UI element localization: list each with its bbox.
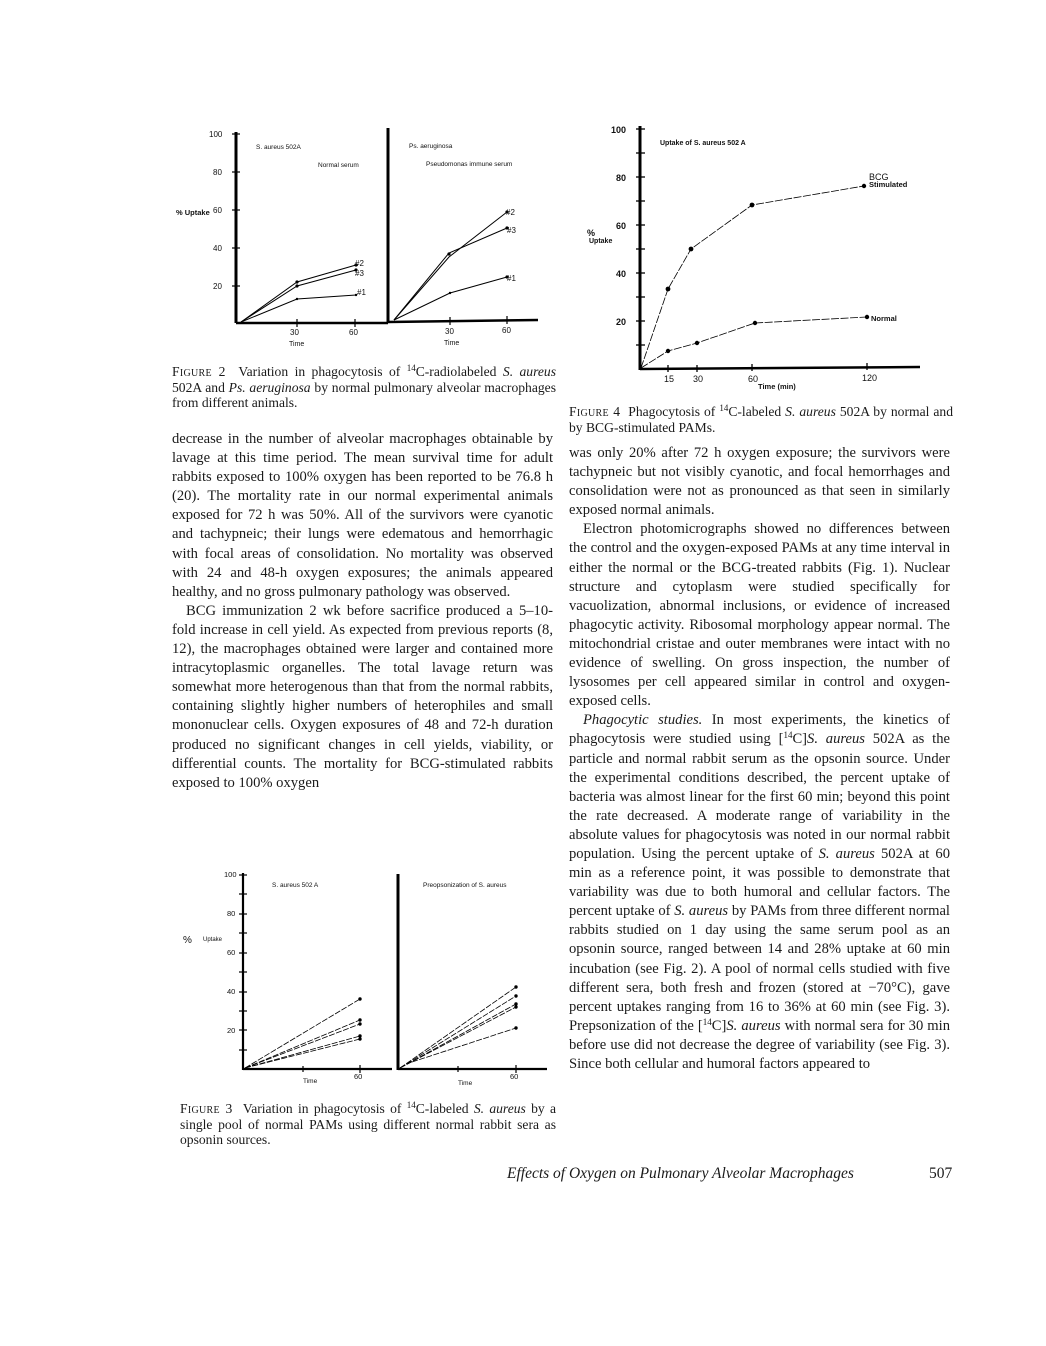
svg-text:20: 20 xyxy=(616,317,627,327)
svg-text:#2: #2 xyxy=(506,208,515,217)
svg-text:15: 15 xyxy=(664,374,675,384)
body-paragraph: decrease in the number of alveolar macrophages obtainable by lavage at this time period. The mean survival time for adult rabbits exposed to 100% oxygen has been reported to be 76.8 h (20). The mortality rate in our normal experimental animals exposed for 72 h was 50%. All of the survivors were cyanotic and tachypneic; their lungs were edematous and hemorrhagic with focal areas of consolidation. No mortality was observed with 24 and 48-h oxygen exposures; the animals appeared healthy, and no gross pulmonary pathology was observed. xyxy=(172,431,553,600)
svg-text:#3: #3 xyxy=(355,269,364,278)
svg-text:60: 60 xyxy=(502,326,511,335)
svg-text:60: 60 xyxy=(510,1072,519,1081)
figure2-chart xyxy=(160,118,560,358)
svg-text:Uptake of S. aureus 502 A: Uptake of S. aureus 502 A xyxy=(660,140,746,147)
svg-text:80: 80 xyxy=(616,173,627,183)
svg-text:30: 30 xyxy=(445,327,454,336)
svg-text:%: % xyxy=(183,935,192,946)
body-paragraph: was only 20% after 72 h oxygen exposure; the survivors were tachypneic but not visibly cyanotic, and focal hemorrhages and consolidation were not as pronounced as that seen in similarly exposed normal animals. xyxy=(569,445,950,519)
svg-text:60: 60 xyxy=(354,1072,363,1081)
svg-text:60: 60 xyxy=(213,206,222,215)
right-column-text xyxy=(569,444,950,1074)
svg-text:Uptake: Uptake xyxy=(203,937,223,943)
svg-text:100: 100 xyxy=(209,130,223,139)
svg-text:#3: #3 xyxy=(507,226,516,235)
svg-text:60: 60 xyxy=(349,328,358,337)
svg-text:100: 100 xyxy=(224,870,237,879)
svg-text:Preopsonization of S. aureus: Preopsonization of S. aureus xyxy=(423,882,507,889)
svg-text:120: 120 xyxy=(862,373,878,383)
svg-text:#1: #1 xyxy=(507,274,516,283)
svg-text:S. aureus 502 A: S. aureus 502 A xyxy=(272,882,319,889)
svg-text:30: 30 xyxy=(290,328,299,337)
svg-text:Normal serum: Normal serum xyxy=(318,162,359,169)
svg-text:Time: Time xyxy=(289,341,305,348)
running-footer: Effects of Oxygen on Pulmonary Alveolar Macrophages xyxy=(507,1165,854,1182)
svg-text:40: 40 xyxy=(616,269,627,279)
svg-text:#1: #1 xyxy=(357,288,366,297)
svg-text:80: 80 xyxy=(213,168,222,177)
svg-text:Time (min): Time (min) xyxy=(758,382,796,391)
svg-text:% Uptake: % Uptake xyxy=(176,208,210,217)
svg-text:60: 60 xyxy=(748,374,759,384)
svg-text:Ps. aeruginosa: Ps. aeruginosa xyxy=(409,143,453,150)
figure-label: Figure 4 xyxy=(569,404,621,419)
page-number: 507 xyxy=(929,1165,953,1182)
svg-text:Time: Time xyxy=(303,1078,318,1085)
figure-label: Figure 3 xyxy=(180,1101,233,1116)
section-heading: Phagocytic studies. xyxy=(583,712,703,729)
svg-text:#2: #2 xyxy=(355,259,364,268)
body-paragraph: BCG immunization 2 wk before sacrifice produced a 5–10-fold increase in cell yield. As expected from previous reports (8, 12), the macrophages obtained were larger and contained more intracytoplasmic organelles. The total lavage return was somewhat more heterogenous than that from the normal rabbits, containing slightly higher numbers of heterophiles and small mononuclear cells. Oxygen exposures of 48 and 72-h duration produced no significant changes in cell yields, viability, or differential counts. The mortality for BCG-stimulated rabbits exposed to 100% oxygen xyxy=(172,602,553,791)
left-column-text xyxy=(172,430,553,793)
svg-text:40: 40 xyxy=(213,244,222,253)
figure-label: Figure 2 xyxy=(172,364,226,379)
figure4-chart xyxy=(580,112,960,397)
svg-text:Uptake: Uptake xyxy=(589,238,613,245)
body-paragraph: Electron photomicrographs showed no differences between the control and the oxygen-exposed PAMs at any time interval in either the normal or the BCG-treated rabbits (Fig. 1). Nuclear structure and cytoplasm were studied specifically for vacuolization, abnormal inclusions, or evidence of increased phagocytic activity. Ribosomal morphology appear normal. The mitochondrial cristae and outer membranes were intact with no evidence of swelling. On gross inspection, the number of lysosomes per cell appeared similar in control and oxygen-exposed cells. xyxy=(569,521,950,710)
svg-text:Time: Time xyxy=(458,1080,473,1087)
svg-text:60: 60 xyxy=(616,221,627,231)
figure2-caption: Figure 2 Variation in phagocytosis of $^{14}$C-radiolabeled S. aureus 502A and Ps. aeruginosa by normal pulmonary alveolar macrophages from different animals. xyxy=(172,363,556,411)
figure3-caption: Figure 3 Variation in phagocytosis of $^{14}$C-labeled S. aureus by a single pool of normal PAMs using different normal rabbit sera as opsonin sources. xyxy=(180,1100,556,1148)
svg-text:20: 20 xyxy=(213,282,222,291)
svg-text:Time: Time xyxy=(444,340,460,347)
svg-text:Stimulated: Stimulated xyxy=(869,180,908,189)
svg-text:60: 60 xyxy=(227,948,236,957)
body-paragraph: Phagocytic studies. In most experiments, the kinetics of phagocytosis were studied using [$^{14}$C]S. aureus 502A as the particle and normal rabbit serum as the opsonin source. Under the experimental conditions described, the percent uptake of bacteria was almost linear for the first 60 min; beyond this point the rate decreased. A moderate range of variability in the absolute values for phagocytosis was noted in our normal rabbit population. Using the percent uptake of S. aureus 502A at 60 min as a reference point, it was possible to demonstrate that variability was due to both humoral and cellular factors. The percent uptake of S. aureus by PAMs from three different normal rabbits studied on 1 day using the same serum pool as an opsonin source, ranged between 14 and 28% uptake at 60 min incubation (see Fig. 2). A pool of normal cells studied with five different sera, both fresh and frozen (stored at −70°C), gave percent uptakes ranging from 16 to 36% at 60 min (see Fig. 3). Prepsonization of the [$^{14}$C]S. aureus with normal sera for 30 min before use did not decrease the degree of variability (see Fig. 3). Since both cellular and humoral factors appeared to xyxy=(569,712,951,1072)
svg-text:S. aureus 502A: S. aureus 502A xyxy=(256,144,301,151)
svg-text:80: 80 xyxy=(227,909,236,918)
figure4-caption: Figure 4 Phagocytosis of $^{14}$C-labeled S. aureus 502A by normal and by BCG-stimulated PAMs. xyxy=(569,403,953,435)
svg-text:40: 40 xyxy=(227,987,236,996)
svg-text:%: % xyxy=(587,228,596,238)
figure3-chart xyxy=(170,862,560,1094)
svg-text:30: 30 xyxy=(693,374,704,384)
svg-text:100: 100 xyxy=(611,125,627,135)
svg-text:Normal: Normal xyxy=(871,314,897,323)
svg-text:20: 20 xyxy=(227,1026,236,1035)
svg-text:BCG: BCG xyxy=(869,172,889,182)
svg-text:Pseudomonas immune serum: Pseudomonas immune serum xyxy=(426,161,513,168)
